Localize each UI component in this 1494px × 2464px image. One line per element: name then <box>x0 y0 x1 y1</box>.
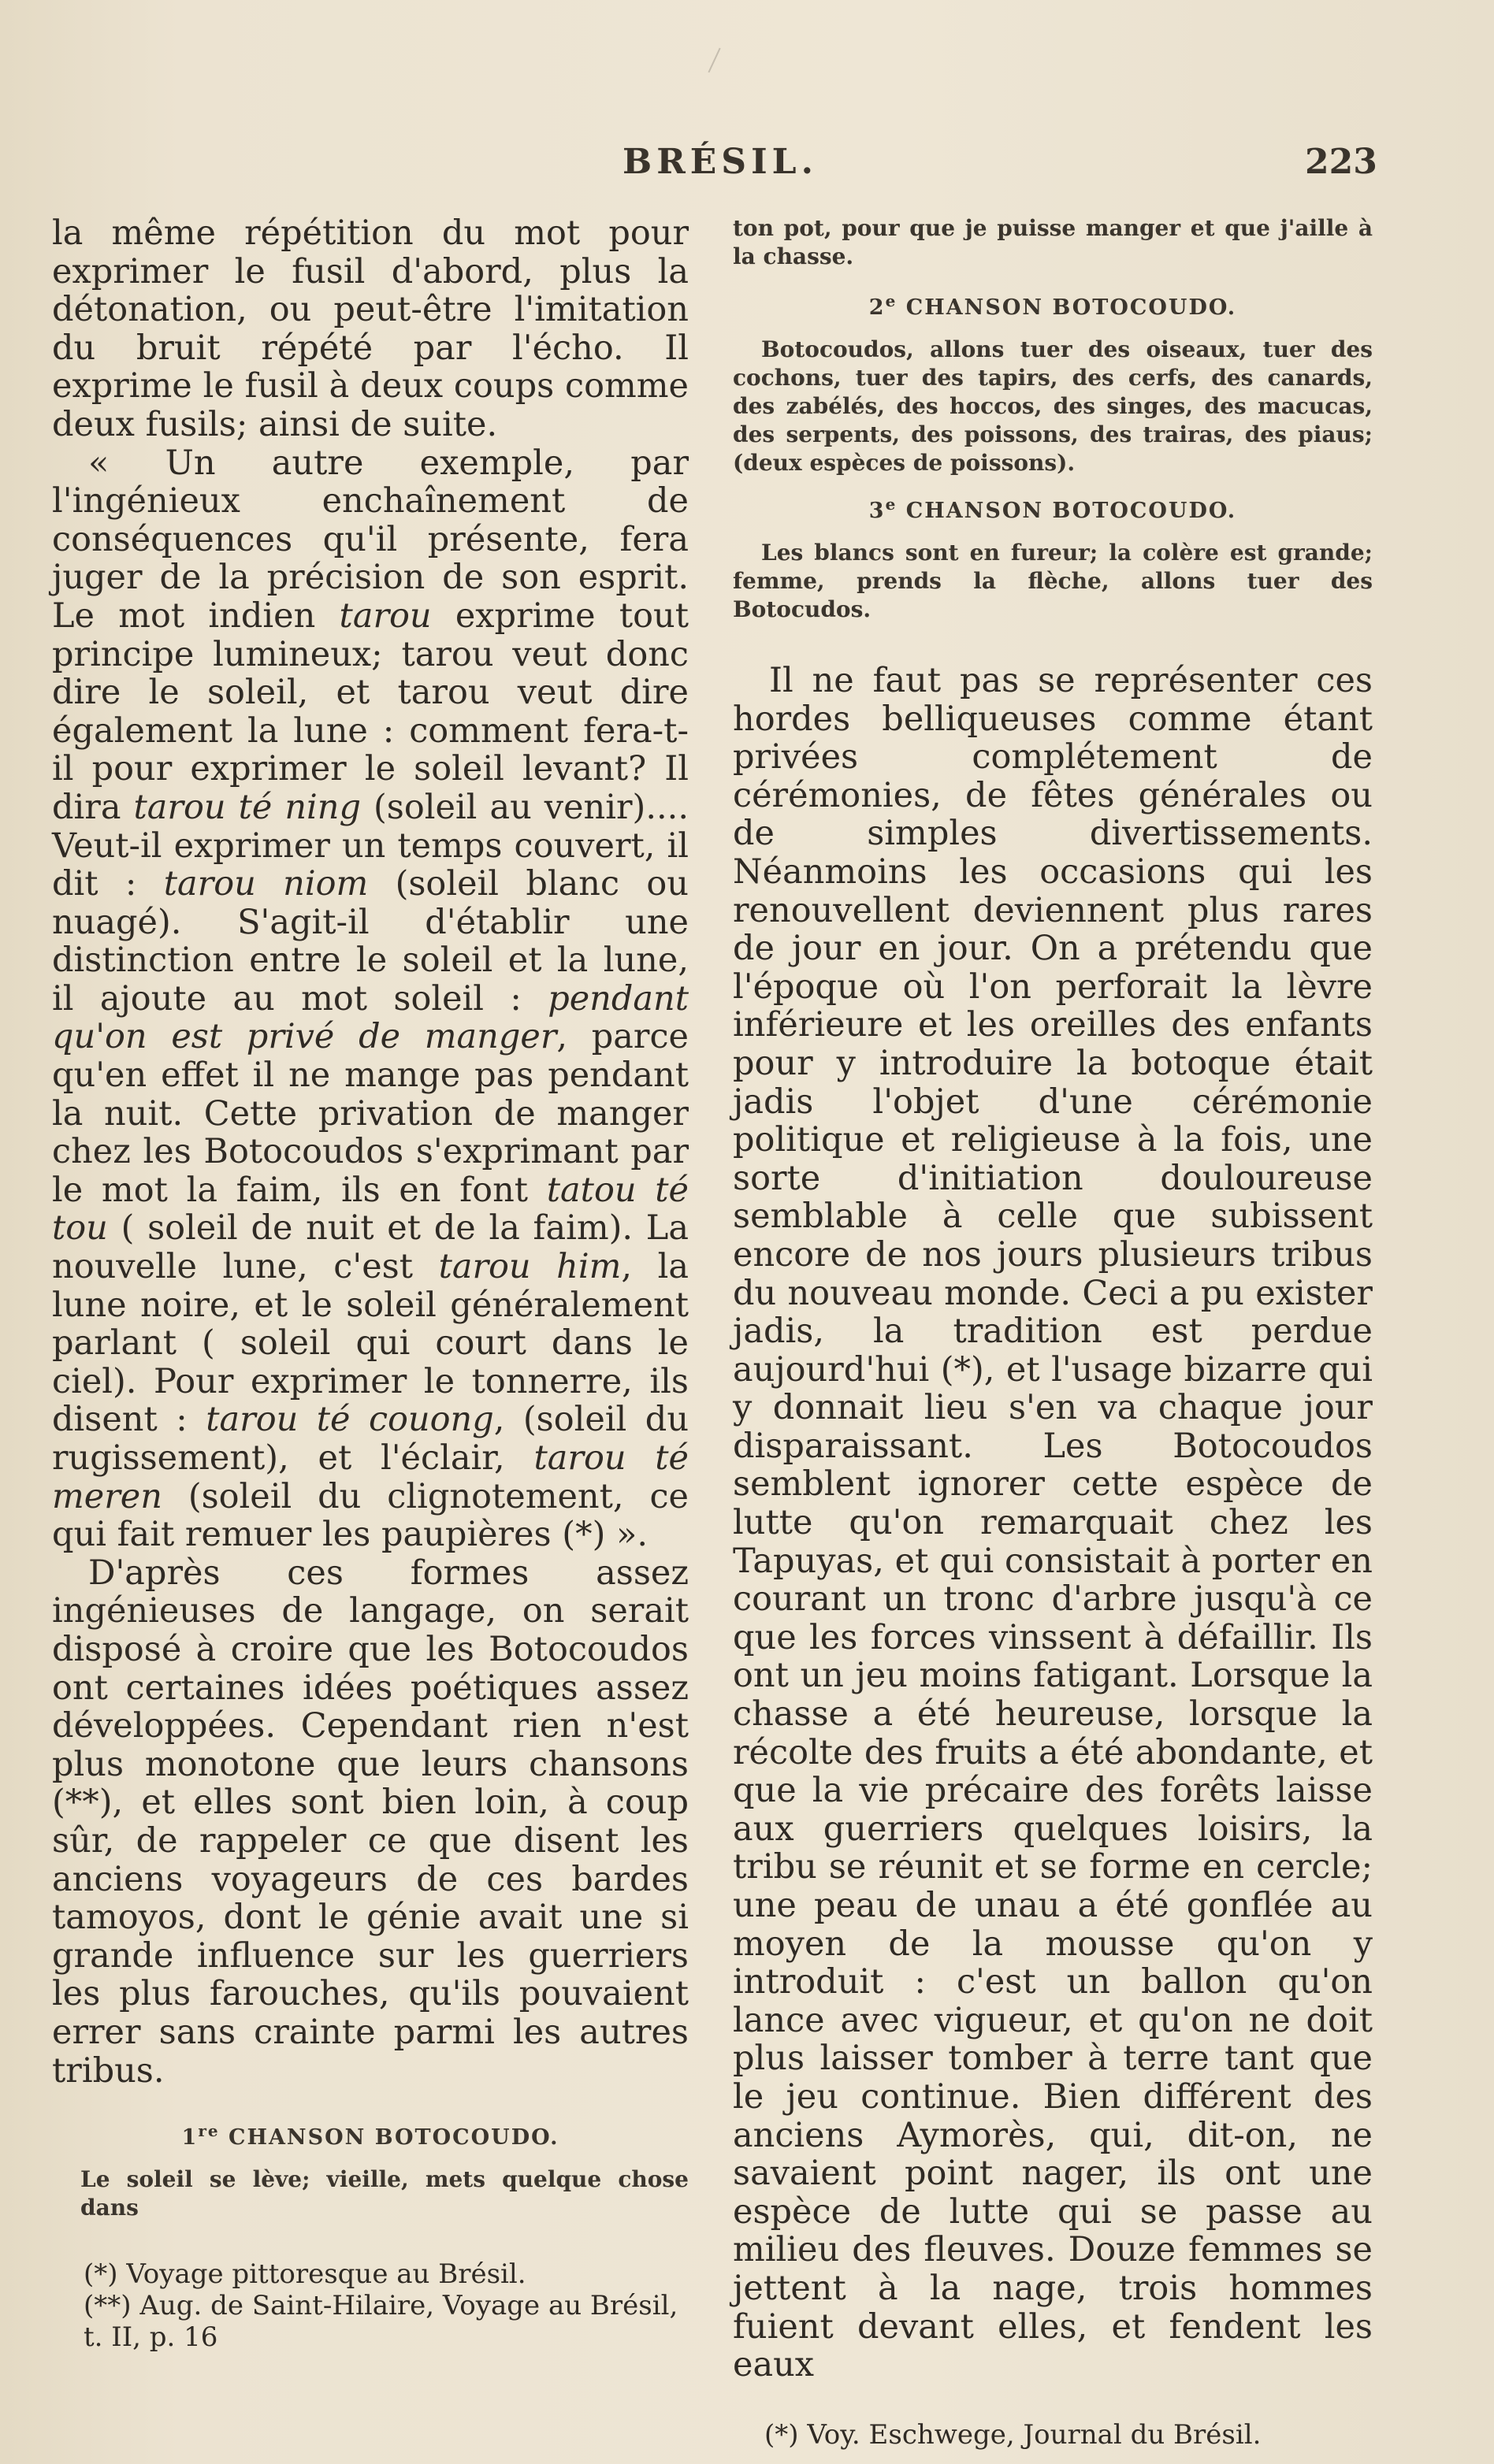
song-3-title: 3e CHANSON BOTOCOUDO. <box>868 495 1237 523</box>
paragraph-1: la même répétition du mot pour exprimer le fusil d'abord, plus la détonation, ou peut-être l'imitation du bruit répété par l'écho. Il exprime le fusil à deux coups comme deux fusils; ainsi de suite. <box>52 213 689 444</box>
paper-mark <box>708 48 729 77</box>
song-1-continuation: ton pot, pour que je puisse manger et que j'aille à la chasse. <box>733 215 1373 269</box>
indian-word: tarou té ning <box>133 787 361 827</box>
song-3-text: Les blancs sont en fureur; la colère est grande; femme, prends la flèche, allons tuer des Botocudos. <box>733 540 1373 622</box>
right-column <box>733 214 1373 2451</box>
left-footnotes <box>52 2258 689 2353</box>
footnote-1: (*) Voyage pittoresque au Brésil. <box>84 2258 526 2291</box>
footnote-3: (*) Voy. Eschwege, Journal du Brésil. <box>764 2418 1262 2451</box>
indian-word: tarou niom <box>163 864 369 904</box>
paragraph-4: Il ne faut pas se représenter ces hordes belliqueuses comme étant privées complétement de cérémonies, de fêtes générales ou de simples divertissements. Néanmoins les occasions qui les renouvellent deviennent plus rares de jour en jour. On a prétendu que l'époque où l'on perforait la lèvre inférieure et les oreilles des enfants pour y introduire la botoque était jadis l'objet d'une cérémonie politique et religieuse à la fois, une sorte d'initiation douloureuse semblable à celle que subissent encore de nos jours plusieurs tribus du nouveau monde. Ceci a pu exister jadis, la tradition est perdue aujourd'hui (*), et l'usage bizarre qui y donnait lieu s'en va chaque jour disparaissant. Les Botocoudos semblent ignorer cette espèce de lutte qu'on remarquait chez les Tapuyas, et qui consistait à porter en courant un tronc d'arbre jusqu'à ce que les forces vinssent à défaillir. Ils ont un jeu moins fatigant. Lorsque la chasse a été heureuse, lorsque la récolte des fruits a été abondante, et que la vie précaire des forêts laisse aux guerriers quelques loisirs, la tribu se réunit et se forme en cercle; une peau de unau a été gonflée au moyen de la mousse qu'on y introduit : c'est un ballon qu'on lance avec vigueur, et qu'on ne doit plus laisser tomber à terre tant que le jeu continue. Bien différent des anciens Aymorès, qui, dit-on, ne savaient point nager, ils ont une espèce de lutte qui se passe au milieu des fleuves. Douze femmes se jettent à la nage, trois hommes fuient devant elles, et fendent les eaux <box>733 661 1373 2385</box>
song-1-title: 1re CHANSON BOTOCOUDO. <box>181 2121 559 2150</box>
song-1-text: Le soleil se lève; vieille, mets quelque chose dans <box>80 2166 689 2221</box>
left-body <box>52 214 689 2090</box>
italic-phrase: pendant qu'on est privé de manger <box>52 978 689 1057</box>
left-column <box>52 214 689 2353</box>
song-2-text: Botocoudos, allons tuer des oiseaux, tuer des cochons, tuer des tapirs, des cerfs, des canards, des zabélés, des hoccos, des singes, des macucas, des serpents, des poissons, des trairas, des piaus; (deux espèces de poissons). <box>733 336 1373 476</box>
indian-word: tatou té tou <box>52 1170 689 1249</box>
indian-word: tarou <box>339 596 432 636</box>
running-header-title: BRÉSIL. <box>622 142 818 182</box>
paragraph-2: « Un autre exemple, par l'ingénieux enchaînement de conséquences qu'il présente, fera juger de la précision de son esprit. Le mot indien tarou exprime tout principe lumineux; tarou veut donc dire le soleil, et tarou veut dire également la lune : comment fera-t-il pour exprimer le soleil levant? Il dira tarou té ning (soleil au venir).... Veut-il exprimer un temps couvert, il dit : tarou niom (soleil blanc ou nuagé). S'agit-il d'établir une distinction entre le soleil et la lune, il ajoute au mot soleil : pendant qu'on est privé de manger, parce qu'en effet il ne mange pas pendant la nuit. Cette privation de manger chez les Botocoudos s'exprimant par le mot la faim, ils en font tatou té tou ( soleil de nuit et de la faim). La nouvelle lune, c'est tarou him, la lune noire, et le soleil généralement parlant ( soleil qui court dans le ciel). Pour exprimer le tonnerre, ils disent : tarou té couong, (soleil du rugissement), et l'éclair, tarou té meren (soleil du clignotement, ce qui fait remuer les paupières (*) ». <box>52 443 689 1555</box>
indian-word: tarou té meren <box>52 1438 689 1516</box>
song-2-title: 2e CHANSON BOTOCOUDO. <box>868 291 1237 320</box>
footnote-2: (**) Aug. de Saint-Hilaire, Voyage au Brésil, t. II, p. 16 <box>84 2290 678 2354</box>
paragraph-3: D'après ces formes assez ingénieuses de langage, on serait disposé à croire que les Botocoudos ont certaines idées poétiques assez développées. Cependant rien n'est plus monotone que leurs chansons (**), et elles sont bien loin, à coup sûr, de rappeler ce que disent les anciens voyageurs de ces bardes tamoyos, dont le génie avait une si grande influence sur les guerriers les plus farouches, qu'ils pouvaient errer sans crainte parmi les autres tribus. <box>52 1553 689 2091</box>
page-number: 223 <box>1305 142 1377 182</box>
right-body <box>733 662 1373 2384</box>
indian-word: tarou té couong <box>206 1400 494 1440</box>
indian-word: tarou him <box>438 1247 622 1287</box>
right-footnotes <box>733 2419 1373 2451</box>
